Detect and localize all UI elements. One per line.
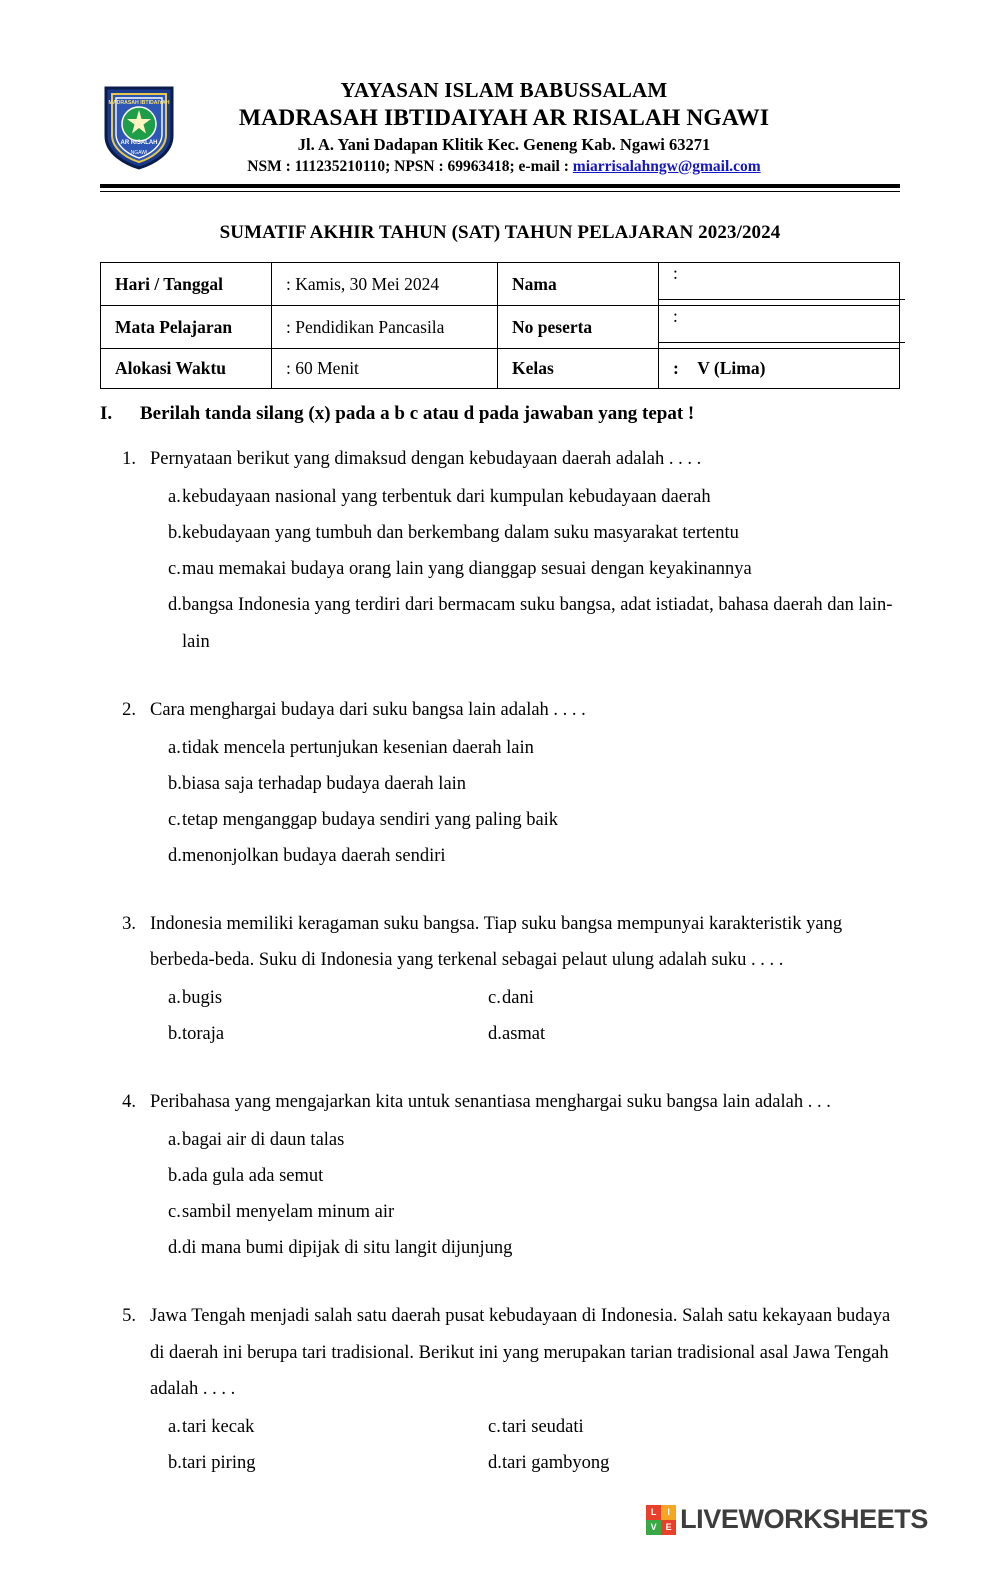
option-text: bangsa Indonesia yang terdiri dari bermacam suku bangsa, adat istiadat, bahasa daerah dan lain-lain: [182, 595, 893, 652]
question-stem: Cara menghargai budaya dari suku bangsa lain adalah . . . .: [150, 699, 586, 720]
option-d[interactable]: [146, 838, 900, 874]
option-letter: d.: [488, 1452, 502, 1473]
option-text: dani: [502, 988, 534, 1009]
option-text: tari piring: [182, 1452, 256, 1473]
question-number: 5.: [122, 1306, 136, 1327]
option-text: biasa saja terhadap budaya daerah lain: [182, 773, 467, 794]
foundation-name: YAYASAN ISLAM BABUSSALAM: [340, 78, 668, 102]
exam-info-table: [100, 262, 900, 389]
option-letter: d.: [168, 595, 182, 616]
nama-colon: :: [673, 263, 678, 284]
kelas-value: V (Lima): [697, 358, 766, 379]
option-letter: a.: [168, 737, 181, 758]
no-peserta-blank-field[interactable]: [659, 327, 905, 343]
option-letter: b.: [168, 1452, 182, 1473]
logo-cell-i: I: [661, 1505, 676, 1520]
option-list: [146, 479, 900, 659]
option-b[interactable]: [146, 766, 900, 802]
option-b[interactable]: [146, 1158, 900, 1194]
option-letter: c.: [168, 1202, 181, 1223]
option-list: [146, 1409, 900, 1481]
option-c[interactable]: [146, 551, 900, 587]
info-value-alokasi-waktu: : 60 Menit: [272, 349, 498, 389]
info-value-mata-pelajaran: : Pendidikan Pancasila: [272, 306, 498, 349]
option-c[interactable]: [466, 1409, 584, 1445]
option-text: kebudayaan yang tumbuh dan berkembang dalam suku masyarakat tertentu: [182, 523, 739, 544]
info-value-no-peserta[interactable]: [659, 306, 900, 349]
option-letter: a.: [168, 988, 181, 1009]
logo-cell-e: E: [661, 1520, 676, 1535]
question-number: 3.: [122, 913, 136, 934]
school-email-link[interactable]: miarrisalahngw@gmail.com: [572, 157, 761, 175]
table-row: [101, 349, 900, 389]
option-a[interactable]: [146, 479, 900, 515]
header-divider-thick: [100, 184, 900, 188]
option-text: kebudayaan nasional yang terbentuk dari kumpulan kebudayaan daerah: [182, 487, 711, 508]
document-header: [100, 78, 900, 176]
info-label-nama: Nama: [498, 263, 659, 306]
info-value-nama[interactable]: [659, 263, 900, 306]
question-item: [100, 906, 900, 1052]
option-text: sambil menyelam minum air: [182, 1202, 395, 1223]
option-letter: b.: [168, 773, 182, 794]
question-item: [100, 1084, 900, 1266]
option-row: [146, 980, 900, 1016]
option-text: tidak mencela pertunjukan kesenian daerah lain: [182, 737, 534, 758]
spacer: [100, 666, 900, 692]
option-a[interactable]: [146, 730, 900, 766]
option-text: toraja: [182, 1024, 225, 1045]
option-c[interactable]: [466, 980, 534, 1016]
option-d[interactable]: [146, 587, 900, 659]
option-list: [146, 730, 900, 874]
option-a[interactable]: [146, 980, 466, 1016]
info-value-hari-tanggal: : Kamis, 30 Mei 2024: [272, 263, 498, 306]
school-identifiers: [178, 158, 830, 176]
option-list: [146, 1122, 900, 1266]
option-a[interactable]: [146, 1409, 466, 1445]
option-row: [146, 1016, 900, 1052]
option-letter: c.: [488, 988, 501, 1009]
question-stem: Indonesia memiliki keragaman suku bangsa. Tiap suku bangsa mempunyai karakteristik yang berbeda-beda. Suku di Indonesia yang terkenal sebagai pelaut ulung adalah suku . . . .: [150, 913, 843, 970]
info-label-kelas: Kelas: [498, 349, 659, 389]
info-label-alokasi-waktu: Alokasi Waktu: [101, 349, 272, 389]
header-divider-thin: [100, 191, 900, 192]
logo-cell-l: L: [646, 1505, 661, 1520]
option-letter: d.: [488, 1024, 502, 1045]
info-value-kelas: [659, 349, 900, 389]
option-letter: a.: [168, 1416, 181, 1437]
option-text: tari seudati: [502, 1416, 584, 1437]
option-a[interactable]: [146, 1122, 900, 1158]
nama-blank-field[interactable]: [659, 284, 905, 300]
question-number: 4.: [122, 1092, 136, 1113]
question-stem: Pernyataan berikut yang dimaksud dengan kebudayaan daerah adalah . . . .: [150, 449, 702, 470]
option-row: [146, 1409, 900, 1445]
info-label-no-peserta: No peserta: [498, 306, 659, 349]
question-item: [100, 441, 900, 659]
spacer: [100, 1272, 900, 1298]
spacer: [100, 880, 900, 906]
table-row: [101, 306, 900, 349]
section-heading: [100, 403, 900, 425]
option-letter: c.: [168, 559, 181, 580]
option-letter: a.: [168, 487, 181, 508]
no-peserta-colon: :: [673, 306, 678, 327]
option-text: tari kecak: [182, 1416, 255, 1437]
svg-text:MADRASAH IBTIDAIYAH: MADRASAH IBTIDAIYAH: [108, 100, 170, 106]
exam-title: SUMATIF AKHIR TAHUN (SAT) TAHUN PELAJARAN 2023/2024: [219, 222, 781, 244]
logo-cell-v: V: [646, 1520, 661, 1535]
school-logo-icon: [100, 82, 178, 170]
question-item: [100, 1298, 900, 1480]
option-letter: d.: [168, 1238, 182, 1259]
option-c[interactable]: [146, 802, 900, 838]
option-letter: b.: [168, 1166, 182, 1187]
liveworksheets-logo-icon: [646, 1505, 676, 1535]
school-name: MADRASAH IBTIDAIYAH AR RISALAH NGAWI: [238, 104, 770, 131]
option-b[interactable]: [146, 515, 900, 551]
question-item: [100, 692, 900, 874]
table-row: [101, 263, 900, 306]
info-label-hari-tanggal: Hari / Tanggal: [101, 263, 272, 306]
option-text: tari gambyong: [502, 1452, 610, 1473]
school-address: Jl. A. Yani Dadapan Klitik Kec. Geneng Kab. Ngawi 63271: [297, 135, 711, 155]
option-text: ada gula ada semut: [182, 1166, 324, 1187]
option-text: tetap menganggap budaya sendiri yang paling baik: [182, 809, 559, 830]
spacer: [100, 1058, 900, 1084]
option-d[interactable]: [146, 1230, 900, 1266]
section-instruction: Berilah tanda silang (x) pada a b c atau d pada jawaban yang tepat !: [140, 403, 695, 425]
option-letter: d.: [168, 845, 182, 866]
option-letter: c.: [488, 1416, 501, 1437]
question-number: 2.: [122, 699, 136, 720]
kelas-colon: :: [673, 358, 679, 379]
option-letter: b.: [168, 523, 182, 544]
option-letter: a.: [168, 1130, 181, 1151]
option-list: [146, 980, 900, 1052]
option-text: asmat: [502, 1024, 546, 1045]
option-d[interactable]: [466, 1445, 609, 1481]
option-text: mau memakai budaya orang lain yang dianggap sesuai dengan keyakinannya: [182, 559, 752, 580]
question-stem: Peribahasa yang mengajarkan kita untuk senantiasa menghargai suku bangsa lain adalah . . .: [150, 1092, 831, 1113]
question-stem: Jawa Tengah menjadi salah satu daerah pusat kebudayaan di Indonesia. Salah satu kekayaan budaya di daerah ini berupa tari tradisional. Berikut ini yang merupakan tarian tradisional asal Jawa Tengah adalah . . . .: [150, 1306, 891, 1399]
option-c[interactable]: [146, 1194, 900, 1230]
school-ids-text: NSM : 111235210110; NPSN : 69963418; e-mail :: [247, 157, 573, 175]
option-text: menonjolkan budaya daerah sendiri: [182, 845, 446, 866]
option-text: di mana bumi dipijak di situ langit dijunjung: [182, 1238, 513, 1259]
info-label-mata-pelajaran: Mata Pelajaran: [101, 306, 272, 349]
liveworksheets-watermark: [646, 1504, 928, 1535]
option-letter: b.: [168, 1024, 182, 1045]
option-b[interactable]: [146, 1016, 466, 1052]
option-d[interactable]: [466, 1016, 545, 1052]
svg-text:NGAWI: NGAWI: [130, 150, 148, 156]
option-text: bugis: [182, 988, 223, 1009]
question-list: [100, 441, 900, 1481]
option-b[interactable]: [146, 1445, 466, 1481]
option-row: [146, 1445, 900, 1481]
svg-text:AR RISALAH: AR RISALAH: [120, 140, 158, 146]
question-number: 1.: [122, 449, 136, 470]
option-letter: c.: [168, 809, 181, 830]
section-number: I.: [100, 403, 113, 425]
liveworksheets-wordmark: LIVEWORKSHEETS: [680, 1504, 928, 1534]
option-text: bagai air di daun talas: [182, 1130, 345, 1151]
